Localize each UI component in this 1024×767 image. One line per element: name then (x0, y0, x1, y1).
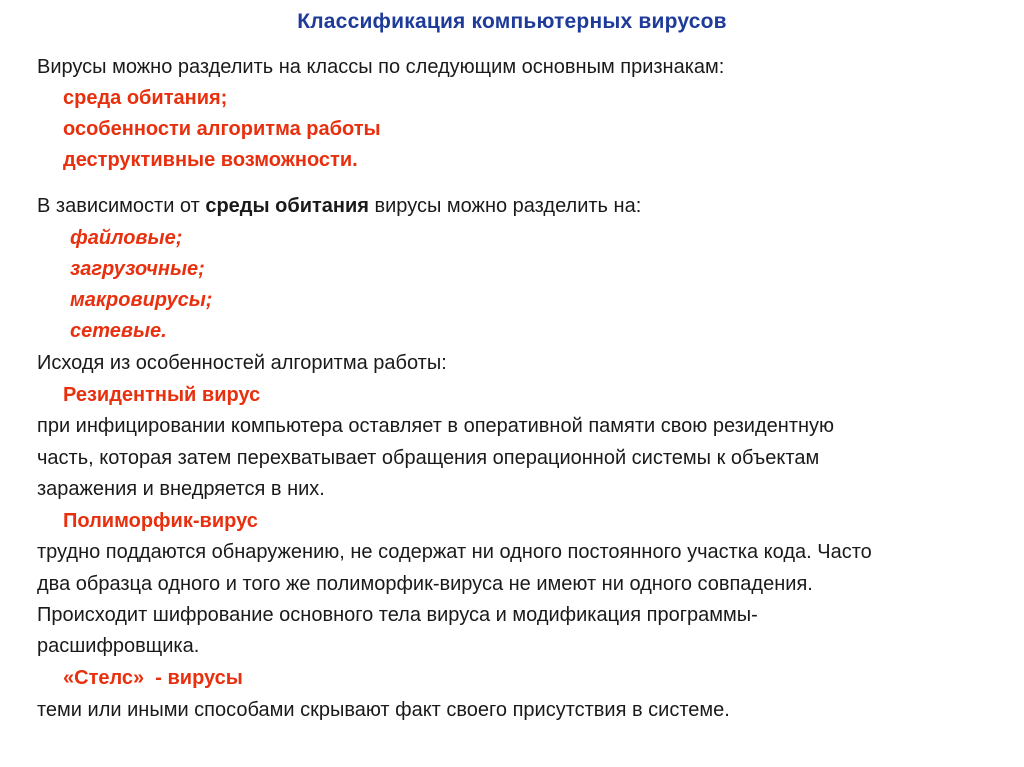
criterion-item: особенности алгоритма работы (63, 118, 381, 140)
criterion-item: деструктивные возможности. (63, 149, 358, 171)
resident-virus-text: заражения и внедряется в них. (37, 478, 325, 500)
slide-title: Классификация компьютерных вирусов (297, 10, 727, 33)
polymorphic-virus-text: расшифровщика. (37, 635, 200, 657)
resident-virus-text: часть, которая затем перехватывает обращения операционной системы к объектам (37, 447, 820, 469)
stealth-virus-text: теми или иными способами скрывают факт своего присутствия в системе. (37, 699, 730, 721)
habitat-intro-prefix: В зависимости от (37, 195, 206, 217)
algorithm-intro: Исходя из особенностей алгоритма работы: (37, 352, 447, 374)
habitat-intro-bold: среды обитания (205, 195, 369, 217)
polymorphic-virus-heading: Полиморфик-вирус (63, 510, 258, 532)
resident-virus-text: при инфицировании компьютера оставляет в оперативной памяти свою резидентную (37, 415, 835, 437)
resident-virus-heading: Резидентный вирус (63, 384, 261, 406)
habitat-item: макровирусы; (70, 289, 213, 311)
habitat-intro (37, 194, 641, 218)
stealth-virus-heading: «Стелс» - вирусы (63, 667, 243, 689)
habitat-intro-suffix: вирусы можно разделить на: (368, 195, 642, 217)
polymorphic-virus-text: Происходит шифрование основного тела вируса и модификация программы- (37, 604, 758, 626)
habitat-item: файловые; (70, 227, 183, 249)
polymorphic-virus-text: два образца одного и того же полиморфик-вируса не имеют ни одного совпадения. (37, 573, 813, 595)
habitat-item: сетевые. (70, 320, 167, 342)
habitat-item: загрузочные; (70, 258, 205, 280)
intro-text: Вирусы можно разделить на классы по следующим основным признакам: (37, 56, 725, 78)
criterion-item: среда обитания; (63, 87, 228, 109)
polymorphic-virus-text: трудно поддаются обнаружению, не содержат ни одного постоянного участка кода. Часто (37, 541, 872, 563)
